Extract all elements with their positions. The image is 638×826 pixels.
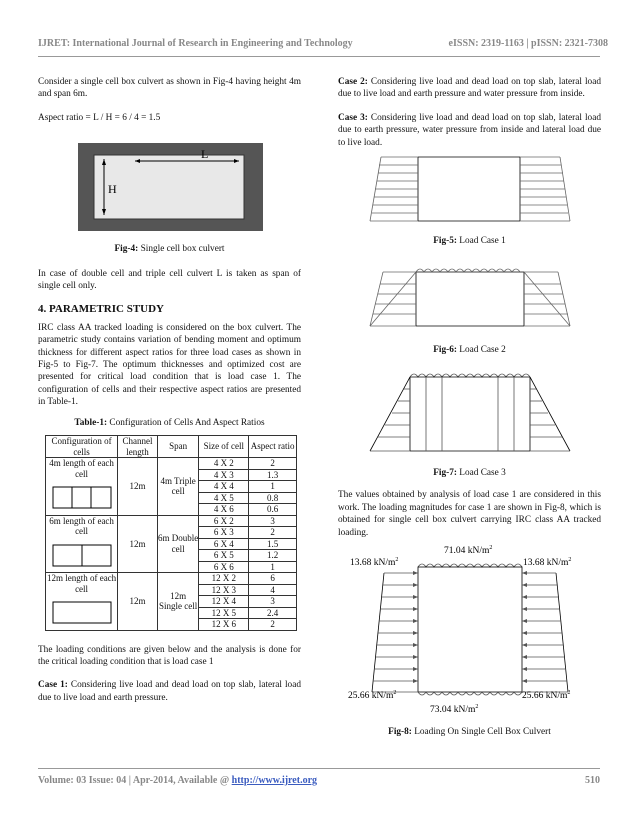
fig8-top-load: 71.04 $kN/m^2$ (444, 545, 493, 557)
journal-title: IJRET: International Journal of Research in Engineering and Technology (38, 38, 353, 49)
values-paragraph: The values obtained by analysis of load case 1 are considered in this work. The loading magnitudes for case 1 are shown in Fig-8, which is obtained for single cell box culvert carrying IRC class AA tracked loading. (338, 490, 601, 538)
aspect-cell: 2 (249, 619, 297, 631)
footer-volume: Volume: 03 Issue: 04 | Apr-2014, Available @ http://www.ijret.org (38, 775, 318, 786)
aspect-cell: 1.5 (249, 538, 297, 550)
table-caption: Table-1: Configuration of Cells And Aspect Ratios (74, 417, 265, 428)
span-cell: 4m Triple cell (157, 458, 199, 516)
channel-cell: 12m (118, 515, 158, 573)
size-cell: 4 X 3 (199, 469, 249, 481)
th-channel: Channel length (118, 436, 158, 458)
aspect-cell: 2.4 (249, 607, 297, 619)
fig8-caption: Fig-8: Loading On Single Cell Box Culvert (388, 726, 551, 737)
size-cell: 6 X 3 (199, 527, 249, 539)
size-cell: 6 X 2 (199, 515, 249, 527)
fig5-caption: Fig-5: Load Case 1 (433, 236, 506, 247)
aspect-cell: 0.6 (249, 504, 297, 516)
right-column (338, 76, 601, 738)
double-triple-paragraph: In case of double cell and triple cell culvert L is taken as span of single cell only. (38, 268, 301, 292)
running-footer (38, 775, 600, 786)
config-cell: 4m length of each cell (46, 458, 118, 516)
size-cell: 4 X 4 (199, 481, 249, 493)
aspect-cell: 4 (249, 584, 297, 596)
th-aspect: Aspect ratio (249, 436, 297, 458)
size-cell: 6 X 5 (199, 550, 249, 562)
table-header-row (46, 436, 297, 458)
th-config: Configuration of cells (46, 436, 118, 458)
page-number: 510 (585, 775, 600, 786)
fig8-right-top-load: 13.68 $kN/m^2$ (523, 557, 572, 569)
issn: eISSN: 2319-1163 | pISSN: 2321-7308 (448, 38, 608, 49)
size-cell: 12 X 3 (199, 584, 249, 596)
double-cell-icon (51, 543, 113, 569)
size-cell: 6 X 6 (199, 561, 249, 573)
case2-paragraph: Case 2: Considering live load and dead load on top slab, lateral load due to live load and earth pressure and water pressure from inside. (338, 77, 601, 100)
span-cell: 12m Single cell (157, 573, 199, 631)
size-cell: 4 X 6 (199, 504, 249, 516)
table-row (46, 458, 297, 470)
aspect-cell: 3 (249, 515, 297, 527)
size-cell: 4 X 5 (199, 492, 249, 504)
config-table (45, 435, 297, 631)
aspect-ratio-line: Aspect ratio = L / H = 6 / 4 = 1.5 (38, 112, 161, 123)
th-size: Size of cell (199, 436, 249, 458)
fig4-label-l: L (201, 147, 209, 162)
config-cell: 6m length of each cell (46, 515, 118, 573)
aspect-cell: 1 (249, 561, 297, 573)
aspect-cell: 1.2 (249, 550, 297, 562)
channel-cell: 12m (118, 573, 158, 631)
config-cell: 12m length of each cell (46, 573, 118, 631)
fig8-bottom-load: 73.04 $kN/m^2$ (430, 704, 479, 716)
size-cell: 12 X 5 (199, 607, 249, 619)
triple-cell-icon (51, 485, 113, 511)
size-cell: 4 X 2 (199, 458, 249, 470)
size-cell: 12 X 4 (199, 596, 249, 608)
fig8-diagram (338, 543, 601, 715)
fig8-left-bottom-load: 25.66 $kN/m^2$ (348, 690, 397, 702)
fig4-diagram (38, 135, 301, 233)
aspect-cell: 6 (249, 573, 297, 585)
fig4-label-h: H (108, 182, 117, 197)
aspect-cell: 2 (249, 527, 297, 539)
loading-paragraph: The loading conditions are given below and the analysis is done for the critical loading condition that is load case 1 (38, 644, 301, 667)
fig4-caption: Fig-4: Single cell box culvert (114, 244, 225, 255)
span-cell: 6m Double cell (157, 515, 199, 573)
journal-link[interactable]: http://www.ijret.org (231, 775, 318, 786)
fig6-caption: Fig-6: Load Case 2 (433, 345, 506, 356)
fig5-diagram (338, 155, 601, 227)
table-row (46, 573, 297, 585)
fig8-right-bottom-load: 25.66 $kN/m^2$ (522, 690, 571, 702)
size-cell: 12 X 2 (199, 573, 249, 585)
fig7-diagram (338, 369, 601, 457)
fig7-caption: Fig-7: Load Case 3 (433, 468, 506, 479)
aspect-cell: 3 (249, 596, 297, 608)
channel-cell: 12m (118, 458, 158, 516)
footer-rule (38, 768, 600, 769)
intro-paragraph: Consider a single cell box culvert as shown in Fig-4 having height 4m and span 6m. (38, 77, 301, 100)
parametric-paragraph: IRC class AA tracked loading is considered on the box culvert. The parametric study contains variation of bending moment and optimum thickness for different aspect ratios for three load cases as shown in Fig-5 to Fig-7. The optimum thicknesses and optimized cost are presented for critical load condition that is load case 1. The configuration of cells and their respective aspect ratios are presented in Table-1. (38, 322, 301, 408)
fig4-figure (38, 135, 301, 233)
aspect-cell: 1.3 (249, 469, 297, 481)
left-column (38, 76, 301, 715)
section-heading: 4. PARAMETRIC STUDY (38, 303, 164, 316)
aspect-cell: 1 (249, 481, 297, 493)
case1-paragraph: Case 1: Considering live load and dead load on top slab, lateral load due to live load and earth pressure. (38, 680, 301, 703)
size-cell: 6 X 4 (199, 538, 249, 550)
header-rule (38, 56, 600, 57)
case3-paragraph: Case 3: Considering live load and dead load on top slab, lateral load due to earth pressure, water pressure from inside and lateral load due to live load. (338, 112, 601, 148)
size-cell: 12 X 6 (199, 619, 249, 631)
aspect-cell: 0.8 (249, 492, 297, 504)
th-span: Span (157, 436, 199, 458)
aspect-cell: 2 (249, 458, 297, 470)
fig6-diagram (338, 262, 601, 334)
table-row (46, 515, 297, 527)
fig8-left-top-load: 13.68 $kN/m^2$ (350, 557, 399, 569)
running-header (38, 38, 608, 49)
single-cell-icon (51, 600, 113, 626)
